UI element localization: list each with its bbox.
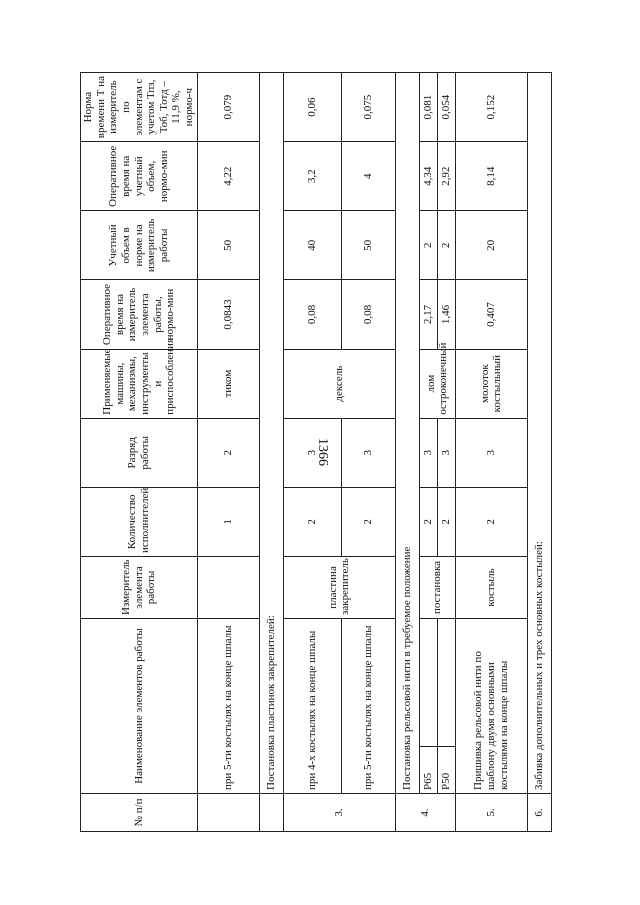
row-meter-cell: постановка [419,556,455,618]
row-workers-cell: 2 [437,487,455,556]
table-row [455,73,527,832]
section-row [395,73,419,832]
row-name-blank-cell [437,618,455,746]
header-name: Наименование элементов работы [81,618,198,793]
row-tools-cell: молоток костыльный [455,349,527,418]
section-title: Постановка пластинок закрепителей: [259,73,283,794]
row-grade-cell: 3 [437,418,455,487]
labor-norms-table [80,72,552,832]
row-op-time-cell: 1,46 [437,280,455,349]
table-row [419,73,437,832]
row-norm-cell: 0,06 [283,73,341,142]
row-name-cell: Р50 [437,747,455,794]
row-num-cell: 6. [527,794,551,832]
row-name-cell: при 4-х костылях на конце шпалы [283,618,341,793]
table-row [437,73,455,832]
row-workers-cell: 2 [341,487,395,556]
header-row [81,73,198,832]
row-name-cell: при 5-ти костылях на конце шпалы [341,618,395,793]
row-num-cell [197,794,259,832]
row-num-cell: 3. [283,794,395,832]
row-norm-cell: 0,079 [197,73,259,142]
section-title: Забивка дополнительных и трех основных костылей: [527,73,551,794]
row-norm-cell: 0,075 [341,73,395,142]
row-num-cell [259,794,283,832]
row-num-cell: 4. [395,794,455,832]
header-op-time-volume: Оперативное время на учетный объем, нормо-мин [81,142,198,211]
header-workers: Количество исполнителей [81,487,198,556]
row-tools-cell: дексель [283,349,395,418]
row-grade-cell: 3 [419,418,437,487]
row-op-time-cell: 0,08 [341,280,395,349]
row-op-time-cell: 0,407 [455,280,527,349]
row-op-time-volume-cell: 4 [341,142,395,211]
row-num-cell: 5. [455,794,527,832]
table-row [283,73,341,832]
rotated-table-container [80,72,545,832]
row-norm-cell: 0,054 [437,73,455,142]
section-row [259,73,283,832]
header-grade: Разряд работы [81,418,198,487]
row-name-cell: Р65 [419,747,437,794]
row-grade-cell: 3 [283,418,341,487]
row-name-blank-cell [419,618,437,746]
row-meter-cell [197,556,259,618]
row-volume-cell: 2 [437,211,455,280]
header-num: № п/п [81,794,198,832]
row-op-time-volume-cell: 4,34 [419,142,437,211]
page-number: 1366 [315,438,330,466]
table-row [197,73,259,832]
row-norm-cell: 0,152 [455,73,527,142]
row-tools-cell: лом остроконечный [419,349,455,418]
row-op-time-cell: 2,17 [419,280,437,349]
row-workers-cell: 2 [283,487,341,556]
row-op-time-volume-cell: 3,2 [283,142,341,211]
header-norm: Норма времени Т на измеритель по элементам с учетом Тпз, Тоб, Тотд – 11,9 %, нормо-ч [81,73,198,142]
row-volume-cell: 2 [419,211,437,280]
header-meter: Измеритель элемента работы [81,556,198,618]
row-grade-cell: 2 [197,418,259,487]
row-op-time-volume-cell: 4,22 [197,142,259,211]
header-op-time: Оперативное время на измеритель элемента работы, нормо-мин [81,280,198,349]
row-op-time-volume-cell: 8,14 [455,142,527,211]
row-volume-cell: 50 [197,211,259,280]
section-row [527,73,551,832]
row-meter-cell: пластина закрепитель [283,556,395,618]
row-workers-cell: 2 [455,487,527,556]
section-title: Постановка рельсовой нити в требуемое положение [395,73,419,794]
row-op-time-volume-cell: 2,92 [437,142,455,211]
row-name-cell: Пришивка рельсовой нити по шаблону двумя основными костылями на конце шпалы [455,618,527,793]
header-tools: Применяемые машины, механизмы, инструменты и приспособления [81,349,198,418]
table-row [341,73,395,832]
row-meter-cell: костыль [455,556,527,618]
row-grade-cell: 3 [341,418,395,487]
row-op-time-cell: 0,0843 [197,280,259,349]
row-name-cell: при 5-ти костылях на конце шпалы [197,618,259,793]
row-volume-cell: 40 [283,211,341,280]
row-op-time-cell: 0,08 [283,280,341,349]
row-volume-cell: 50 [341,211,395,280]
row-volume-cell: 20 [455,211,527,280]
row-grade-cell: 3 [455,418,527,487]
row-workers-cell: 2 [419,487,437,556]
row-workers-cell: 1 [197,487,259,556]
row-tools-cell: тиком [197,349,259,418]
header-volume: Учетный объем в норме на измеритель работы [81,211,198,280]
row-norm-cell: 0,081 [419,73,437,142]
